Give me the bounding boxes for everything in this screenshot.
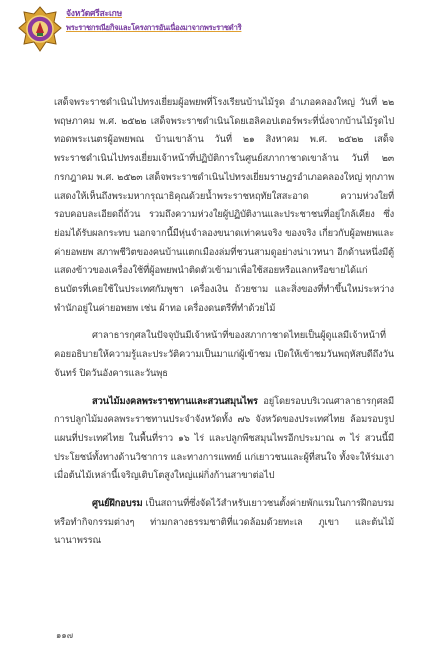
paragraph-2 [54,327,394,383]
page-number: ๑๑๗ [56,631,74,641]
header-subtitle: พระราชกรณียกิจและโครงการอันเนื่องมาจากพระราชดำริ [66,23,242,32]
header-title: จังหวัดศรีสะเกษ [66,9,122,19]
paragraph-3 [54,393,394,487]
paragraph-4 [54,495,394,551]
paragraph-1-text: เสด็จพระราชดำเนินไปทรงเยี่ยมผู้อพยพที่โรงเรียนบ้านไม้รูด อำเภอคลองใหญ่ วันที่ ๒๒ พฤษภาคม พ.ศ. ๒๕๒๒ เสด็จพระราชดำเนินโดยเฮลิคอปเตอร์พระที่นั่งจากบ้านไม้รูดไปทอดพระเนตรผู้อพยพณ บ้านเขาล้าน วันที่ ๒๑ สิงหาคม พ.ศ. ๒๕๒๒ เสด็จพระราชดำเนินไปทรงเยี่ยมเจ้าหน้าที่ปฏิบัติการในศูนย์สภากาชาดเขาล้าน วันที่ ๒๓ กรกฎาคม พ.ศ. ๒๕๒๓ เสด็จพระราชดำเนินไปทรงเยี่ยมราษฎรอำเภอคลองใหญ่ ทุกภาพแสดงให้เห็นถึงพระมหากรุณาธิคุณด้วยน้ำพระราชหฤทัยใสสะอาด ความห่วงใยที่รอบคอบละเอียดถี่ถ้วน รวมถึงความห่วงใยผู้ปฏิบัติงานและประชาชนที่อยู่ใกล้เคียง ซึ่งย่อมได้รับผลกระทบ นอกจากนี้มีหุ่นจำลองขนาดเท่าคนจริง ของจริง เกี่ยวกับผู้อพยพและค่ายอพยพ สภาพชีวิตของคนบ้านแตกเมืองล่มที่ชวนสามดูอย่างน่าเวทนา อีกด้านหนึ่งมีตู้แสดงข้าวของเครื่องใช้ที่ผู้อพยพนำติดตัวเข้ามาเพื่อใช้สอยหรือแลกหรือขายได้แก่ธนบัตรที่เคยใช้ในประเทศกัมพูชา เครื่องเงิน ถ้วยชาม และสิ่งของที่ทำขึ้นใหม่ระหว่างพำนักอยู่ในค่ายอพยพ เช่น ผ้าทอ เครื่องดนตรีที่ทำด้วยไม้ [54,97,394,314]
page-header [0,0,432,60]
article-body [54,94,394,551]
paragraph-2-text: ศาลาธารกุศลในปัจจุบันมีเจ้าหน้าที่ของสภากาชาดไทยเป็นผู้ดูแลมีเจ้าหน้าที่คอยอธิบายให้ความรู้และประวัติความเป็นมาแก่ผู้เข้าชม เปิดให้เข้าชมวันพฤหัสบดีถึงวันจันทร์ ปิดวันอังคารและวันพุธ [54,330,394,379]
paragraph-4-heading: ศูนย์ฝึกอบรม [92,498,143,510]
emblem-logo-icon [18,6,62,52]
paragraph-4-text: เป็นสถานที่ซึ่งจัดไว้สำหรับเยาวชนตั้งค่ายพักแรมในการฝึกอบรมหรือทำกิจกรรมต่างๆ ท่ามกลางธรรมชาติที่แวดล้อมด้วยทะเล ภูเขา และต้นไม้นานาพรรณ [54,498,394,547]
paragraph-1 [54,94,394,318]
paragraph-3-heading: สวนไม้มงคลพระราชทานและสวนสมุนไพร [92,395,258,407]
paragraph-3-text: อยู่โดยรอบบริเวณศาลาธารกุศลมีการปลูกไม้มงคลพระราชทานประจำจังหวัดทั้ง ๗๖ จังหวัดของประเทศไทย ล้อมรอบรูปแผนที่ประเทศไทย ในพื้นที่ราว ๑๖ ไร่ และปลูกพืชสมุนไพรอีกประมาณ ๓ ไร่ สวนนี้มีประโยชน์ทั้งทางด้านวิชาการ และทางการแพทย์ แก่เยาวชนและผู้ที่สนใจ ทั้งจะให้ร่มเงาเมื่อต้นไม้เหล่านี้เจริญเติบโตสูงใหญ่แผ่กิ่งก้านสาขาต่อไป [54,395,394,482]
